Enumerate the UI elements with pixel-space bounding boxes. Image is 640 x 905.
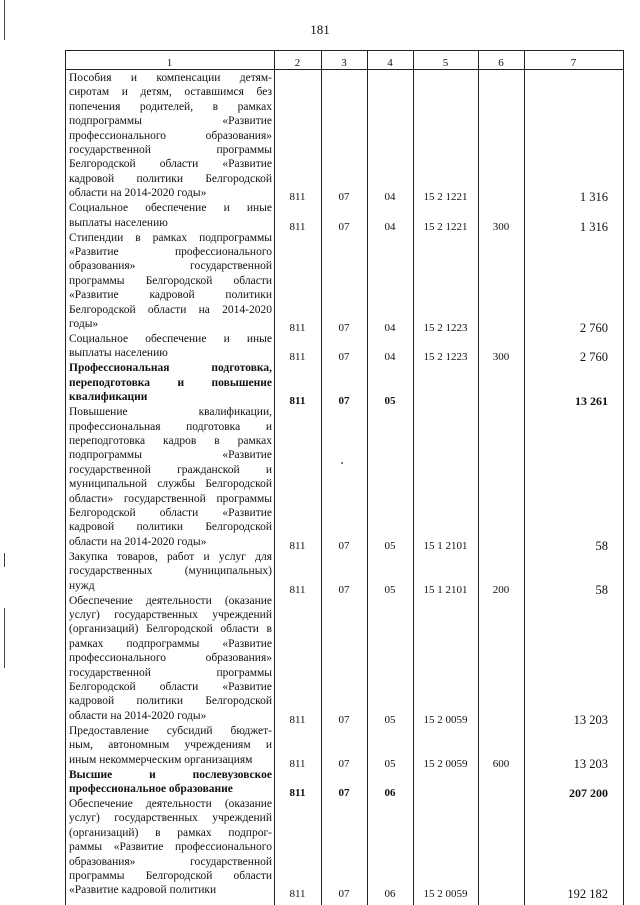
description-line: образования» государственной bbox=[69, 260, 272, 273]
description-line: Белгородской области «Развитие bbox=[69, 681, 272, 694]
section-code: 07 bbox=[338, 321, 350, 334]
section-code: 07 bbox=[338, 713, 350, 726]
row-description bbox=[69, 550, 272, 593]
expense-type-code: 600 bbox=[492, 757, 510, 770]
target-article-code: 15 2 0059 bbox=[423, 888, 468, 901]
description-line: профессиональное образование bbox=[69, 783, 233, 795]
subsection-code: 05 bbox=[384, 713, 396, 726]
table-row bbox=[65, 594, 624, 727]
section-code: 07 bbox=[338, 539, 350, 552]
margin-mark bbox=[4, 0, 5, 40]
description-line: государственных (муниципальных) bbox=[69, 565, 272, 578]
subsection-code: 04 bbox=[384, 321, 396, 334]
subsection-code: 04 bbox=[384, 191, 396, 204]
description-line: переподготовка кадров в рамках bbox=[69, 435, 272, 447]
amount-value: 13 203 bbox=[573, 712, 608, 727]
description-line: выплаты населению bbox=[69, 216, 168, 229]
row-description bbox=[69, 797, 272, 898]
description-line: попечения родителей, в рамках bbox=[69, 100, 272, 113]
table-row bbox=[65, 332, 624, 365]
ministry-code: 811 bbox=[289, 191, 306, 204]
description-line: нужд bbox=[69, 579, 95, 592]
section-code: 07 bbox=[338, 583, 350, 596]
section-code: 07 bbox=[338, 220, 350, 233]
subsection-code: 05 bbox=[384, 583, 396, 596]
amount-value: 192 182 bbox=[567, 887, 608, 902]
description-line: Пособия и компенсации детям- bbox=[69, 72, 272, 84]
subsection-code: 06 bbox=[384, 786, 396, 799]
description-line: образования» государственной bbox=[69, 855, 272, 868]
description-line: области на 2014-2020 годы» bbox=[69, 709, 207, 722]
budget-table bbox=[65, 50, 624, 905]
description-line: государственной программы bbox=[69, 666, 272, 679]
subsection-code: 05 bbox=[384, 395, 396, 408]
section-code: 07 bbox=[338, 757, 350, 770]
description-line: Социальное обеспечение и иные bbox=[69, 202, 272, 215]
description-line: Закупка товаров, работ и услуг для bbox=[69, 550, 272, 563]
target-article-code: 15 2 0059 bbox=[423, 757, 468, 770]
description-line: выплаты населению bbox=[69, 347, 168, 360]
description-line: области на 2014-2020 годы» bbox=[69, 187, 207, 200]
description-line: «Развитие кадровой политики bbox=[69, 289, 272, 302]
amount-value: 2 760 bbox=[579, 350, 608, 365]
table-row bbox=[65, 797, 624, 902]
ministry-code: 811 bbox=[289, 220, 306, 233]
description-line: (организаций) Белгородской области в bbox=[69, 623, 272, 636]
row-description bbox=[69, 332, 272, 361]
description-line: подпрограммы «Развитие bbox=[69, 115, 272, 128]
description-line: кадровой политики Белгородской bbox=[69, 172, 272, 185]
header-cell: 2 bbox=[294, 57, 301, 69]
section-code: 07 bbox=[338, 351, 350, 364]
description-line: (организаций) в рамках подпрог- bbox=[69, 826, 272, 839]
section-code: 07 bbox=[338, 888, 350, 901]
description-line: ным, автономным учреждениям и bbox=[69, 739, 272, 752]
expense-type-code: 300 bbox=[492, 351, 510, 364]
row-description bbox=[69, 71, 272, 201]
table-row bbox=[65, 71, 624, 205]
description-line: Обеспечение деятельности (оказание bbox=[69, 594, 272, 607]
header-cell: 5 bbox=[442, 57, 449, 69]
table-top-border bbox=[65, 50, 624, 51]
description-line: области» государственной программы bbox=[69, 492, 272, 505]
description-line: области на 2014-2020 годы» bbox=[69, 535, 207, 548]
margin-mark bbox=[4, 553, 5, 567]
amount-value: 13 261 bbox=[575, 394, 608, 409]
target-article-code: 15 2 1223 bbox=[423, 321, 468, 334]
ministry-code: 811 bbox=[289, 713, 306, 726]
description-line: «Развитие профессионального bbox=[69, 246, 272, 258]
header-cell: 4 bbox=[387, 57, 393, 69]
section-code: 07 bbox=[338, 786, 350, 799]
description-line: годы» bbox=[69, 318, 99, 331]
target-article-code: 15 1 2101 bbox=[423, 583, 468, 596]
description-line: профессиональная подготовка и bbox=[69, 420, 272, 433]
target-article-code: 15 2 1221 bbox=[423, 220, 468, 233]
ministry-code: 811 bbox=[289, 888, 306, 901]
amount-value: 1 316 bbox=[579, 190, 608, 205]
ministry-code: 811 bbox=[289, 757, 306, 770]
expense-type-code: 300 bbox=[492, 220, 510, 233]
ministry-code: 811 bbox=[289, 786, 306, 799]
row-description bbox=[69, 231, 272, 332]
ministry-code: 811 bbox=[289, 583, 306, 596]
header-bottom-border bbox=[65, 69, 624, 70]
amount-value: 2 760 bbox=[579, 320, 608, 335]
description-line: Стипендии в рамках подпрограммы bbox=[69, 231, 272, 244]
description-line: Предоставление субсидий бюджет- bbox=[69, 724, 272, 737]
header-cell: 7 bbox=[570, 57, 577, 69]
description-line: Профессиональная подготовка, bbox=[69, 362, 272, 375]
description-line: услуг) государственных учреждений bbox=[69, 812, 272, 825]
ministry-code: 811 bbox=[289, 395, 306, 408]
section-code: 07 bbox=[338, 395, 350, 408]
description-line: кадровой политики Белгородской bbox=[69, 695, 272, 708]
ministry-code: 811 bbox=[289, 539, 306, 552]
description-line: иным некоммерческим организациям bbox=[69, 753, 253, 766]
subsection-code: 05 bbox=[384, 539, 396, 552]
ministry-code: 811 bbox=[289, 321, 306, 334]
target-article-code: 15 2 1223 bbox=[423, 351, 468, 364]
target-article-code: 15 2 1221 bbox=[423, 191, 468, 204]
description-line: Высшие и послевузовское bbox=[69, 768, 272, 781]
description-line: Обеспечение деятельности (оказание bbox=[69, 798, 272, 810]
description-line: кадровой политики Белгородской bbox=[69, 521, 272, 534]
section-code: 07 bbox=[338, 191, 350, 204]
description-line: рамках подпрограммы «Развитие bbox=[69, 637, 272, 650]
description-line: программы Белгородской области bbox=[69, 274, 272, 287]
description-line: Повышение квалификации, bbox=[69, 406, 272, 419]
subsection-code: 05 bbox=[384, 757, 396, 770]
table-row bbox=[65, 361, 624, 409]
table-row bbox=[65, 768, 624, 800]
description-line: программы Белгородской области bbox=[69, 870, 272, 883]
row-description bbox=[69, 405, 272, 549]
header-cell: 1 bbox=[166, 57, 173, 69]
target-article-code: 15 2 0059 bbox=[423, 713, 468, 726]
row-description bbox=[69, 594, 272, 724]
target-article-code: 15 1 2101 bbox=[423, 539, 468, 552]
description-line: Белгородской области «Развитие bbox=[69, 158, 272, 171]
row-description bbox=[69, 361, 272, 404]
description-line: Социальное обеспечение и иные bbox=[69, 333, 272, 345]
header-cell: 3 bbox=[341, 57, 347, 69]
amount-value: 58 bbox=[595, 582, 608, 597]
table-row bbox=[65, 405, 624, 553]
row-description bbox=[69, 201, 272, 230]
description-line: квалификации bbox=[69, 391, 148, 404]
row-description bbox=[69, 724, 272, 767]
subsection-code: 06 bbox=[384, 888, 396, 901]
header-cell: 6 bbox=[498, 57, 504, 69]
amount-value: 13 203 bbox=[573, 756, 608, 771]
row-description bbox=[69, 768, 272, 797]
description-line: раммы «Развитие профессионального bbox=[69, 841, 272, 854]
description-line: Белгородской области «Развитие bbox=[69, 507, 272, 520]
margin-mark bbox=[4, 608, 5, 668]
expense-type-code: 200 bbox=[492, 583, 510, 596]
description-line: муниципальной службы Белгородской bbox=[69, 478, 272, 491]
amount-value: 58 bbox=[595, 538, 608, 553]
subsection-code: 04 bbox=[384, 220, 396, 233]
description-line: сиротам и детям, оставшимся без bbox=[69, 86, 272, 99]
description-line: Белгородской области на 2014-2020 bbox=[69, 303, 272, 316]
description-line: услуг) государственных учреждений bbox=[69, 609, 272, 621]
table-row bbox=[65, 550, 624, 597]
table-row bbox=[65, 724, 624, 771]
amount-value: 207 200 bbox=[569, 785, 608, 800]
description-line: подпрограммы «Развитие bbox=[69, 449, 272, 462]
description-line: «Развитие кадровой политики bbox=[69, 884, 217, 897]
description-line: государственной гражданской и bbox=[69, 463, 272, 476]
page-number: 181 bbox=[310, 22, 330, 37]
amount-value: 1 316 bbox=[579, 219, 608, 234]
table-row bbox=[65, 231, 624, 335]
table-row bbox=[65, 201, 624, 234]
description-line: профессионального образования» bbox=[69, 129, 272, 142]
subsection-code: 04 bbox=[384, 351, 396, 364]
description-line: государственной программы bbox=[69, 144, 272, 157]
description-line: переподготовка и повышение bbox=[69, 376, 272, 389]
ministry-code: 811 bbox=[289, 351, 306, 364]
description-line: профессионального образования» bbox=[69, 652, 272, 665]
